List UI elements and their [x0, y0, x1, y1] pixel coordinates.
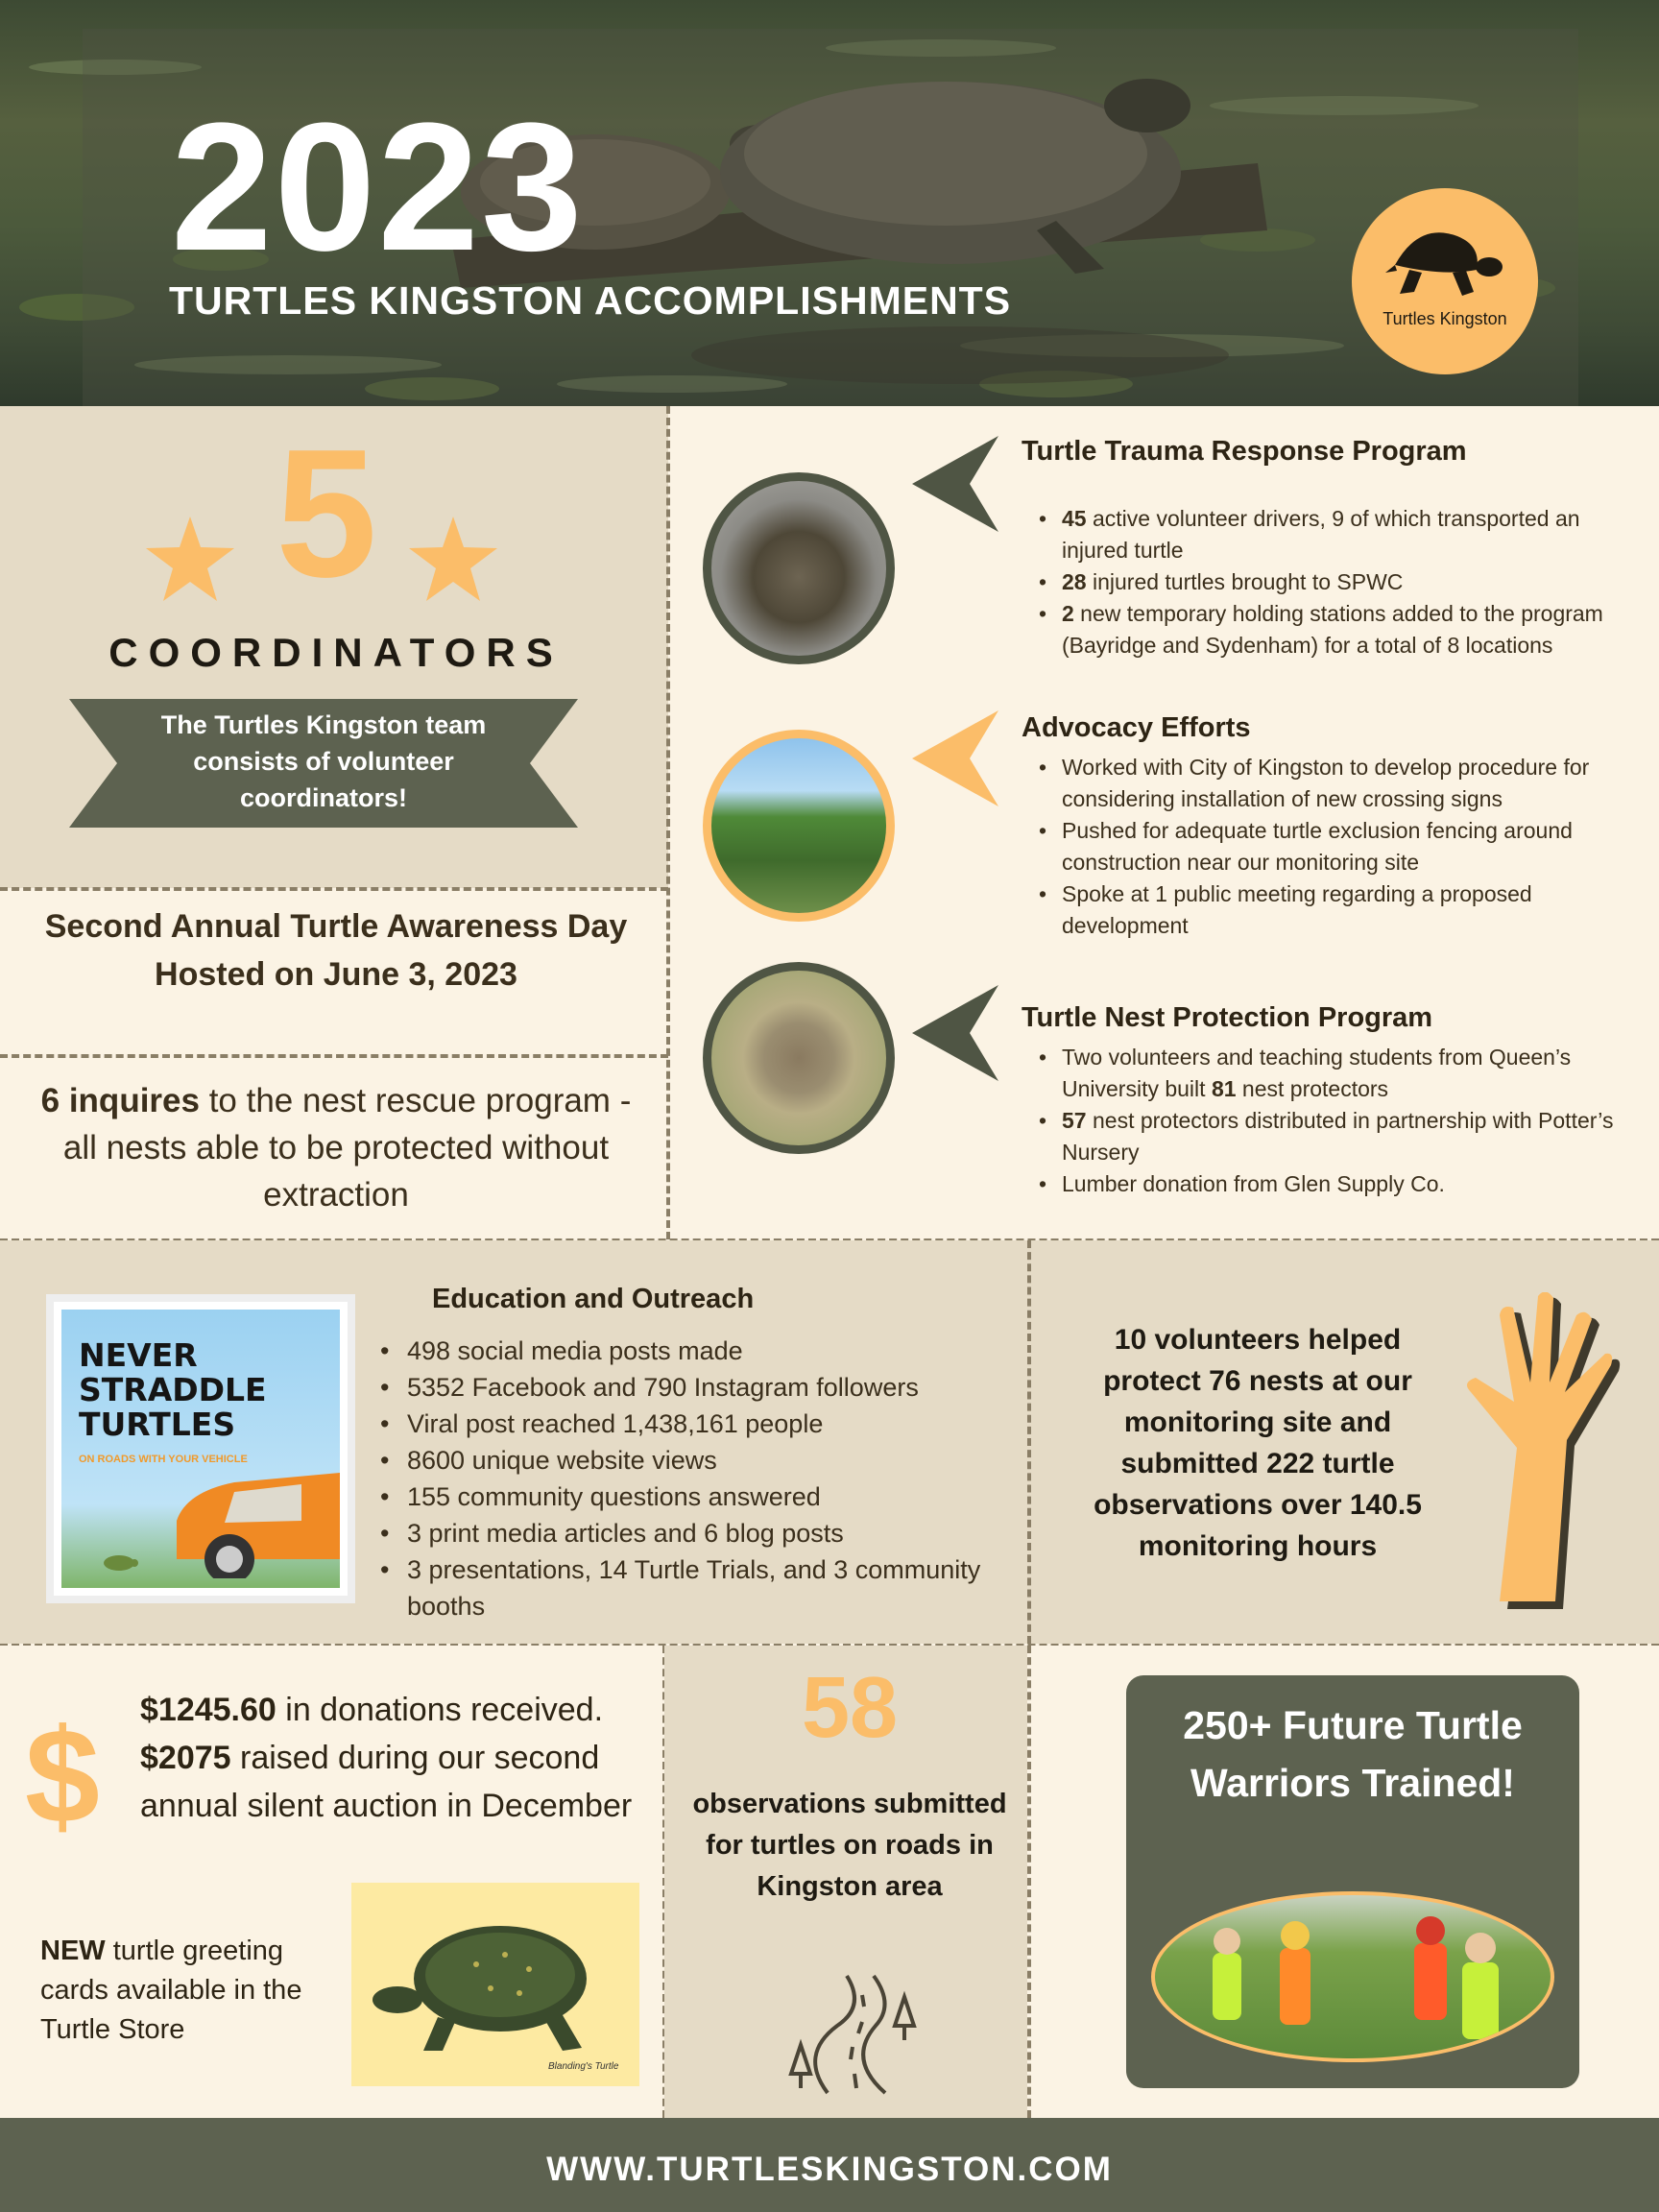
coordinators-banner-text: The Turtles Kingston team consists of volunteer coordinators!	[160, 710, 487, 812]
turtle-illustration	[371, 1911, 630, 2056]
arrow-pointer-icon	[912, 985, 998, 1081]
list-item: • 155 community questions answered	[376, 1479, 1029, 1515]
program-list	[1022, 752, 1636, 942]
turtle-silhouette-icon	[1385, 217, 1504, 303]
inquires-text	[38, 1077, 634, 1218]
poster-title: NEVER STRADDLE TURTLES	[79, 1336, 267, 1443]
education-list	[376, 1333, 1029, 1624]
divider	[0, 1054, 668, 1058]
list-item: • Two volunteers and teaching students from Queen’s University built 81 nest protectors	[1022, 1042, 1636, 1105]
inquires-detail: to the nest rescue program - all nests able to be protected without extraction	[62, 1082, 632, 1214]
program-title: Turtle Trauma Response Program	[1022, 436, 1467, 467]
arrow-pointer-icon	[912, 436, 998, 532]
list-item: • 3 presentations, 14 Turtle Trials, and 3 community booths	[376, 1551, 1029, 1624]
observations-count: 58	[801, 1660, 899, 1756]
arrow-pointer-icon	[912, 710, 998, 806]
year-title: 2023	[171, 85, 585, 289]
inquires-count: 6 inquires	[40, 1082, 200, 1119]
header-subtitle: TURTLES KINGSTON ACCOMPLISHMENTS	[169, 278, 1012, 323]
dollar-icon: $	[25, 1700, 100, 1851]
list-item: • 57 nest protectors distributed in partnership with Potter’s Nursery	[1022, 1105, 1636, 1168]
greeting-cards-text: NEW turtle greeting cards available in the Turtle Store	[40, 1936, 302, 2045]
divider	[0, 887, 668, 891]
list-item: • 498 social media posts made	[376, 1333, 1029, 1369]
divider	[666, 406, 670, 1239]
website-link[interactable]: WWW.TURTLESKINGSTON.COM	[546, 2151, 1113, 2188]
donations-text: $1245.60 in donations received. $2075 raised during our second annual silent auction in December	[140, 1692, 633, 1824]
road-icon	[780, 1968, 920, 2095]
observations-text: observations submitted for turtles on roads in Kingston area	[692, 1789, 1007, 1902]
card-caption: Blanding's Turtle	[548, 2061, 619, 2072]
program-list	[1022, 503, 1636, 661]
list-item: • Spoke at 1 public meeting regarding a proposed development	[1022, 878, 1636, 942]
list-item: • 2 new temporary holding stations added to the program (Bayridge and Sydenham) for a total of 8 locations	[1022, 598, 1636, 661]
program-title: Turtle Nest Protection Program	[1022, 1002, 1433, 1033]
nest-protector-photo	[703, 962, 895, 1154]
raised-hand-icon	[1450, 1292, 1623, 1609]
star-icon	[409, 517, 497, 601]
volunteers-text: 10 volunteers helped protect 76 nests at our monitoring site and submitted 222 turtle observations over 140.5 monitoring hours	[1094, 1324, 1422, 1562]
warriors-text: 250+ Future Turtle Warriors Trained!	[1183, 1703, 1523, 1805]
list-item: • Worked with City of Kingston to develop procedure for considering installation of new crossing signs	[1022, 752, 1636, 815]
program-title: Advocacy Efforts	[1022, 712, 1251, 743]
coordinators-label: COORDINATORS	[108, 630, 564, 675]
list-item: • 3 print media articles and 6 blog posts	[376, 1515, 1029, 1551]
list-item: • 28 injured turtles brought to SPWC	[1022, 566, 1636, 598]
awareness-day-text: Second Annual Turtle Awareness Day Hosted on June 3, 2023	[44, 908, 628, 993]
logo-text: Turtles Kingston	[1382, 309, 1507, 328]
car-illustration	[157, 1454, 340, 1578]
blandings-turtle-card[interactable]	[351, 1883, 639, 2086]
star-icon	[146, 517, 234, 601]
list-item: • Lumber donation from Glen Supply Co.	[1022, 1168, 1636, 1200]
coordinators-count: 5	[276, 412, 377, 615]
warriors-card	[1126, 1675, 1579, 2088]
injured-turtle-photo	[703, 472, 895, 664]
education-title: Education and Outreach	[432, 1284, 755, 1314]
kids-training-photo	[1151, 1891, 1554, 2062]
poster-artwork	[61, 1310, 340, 1588]
list-item: • Viral post reached 1,438,161 people	[376, 1406, 1029, 1442]
program-list	[1022, 1042, 1636, 1200]
advocacy-site-photo	[703, 730, 895, 922]
kids-illustration	[1155, 1895, 1551, 2058]
turtles-kingston-logo[interactable]	[1352, 188, 1538, 374]
list-item: • 45 active volunteer drivers, 9 of which transported an injured turtle	[1022, 503, 1636, 566]
list-item: • Pushed for adequate turtle exclusion fencing around construction near our monitoring site	[1022, 815, 1636, 878]
list-item: • 8600 unique website views	[376, 1442, 1029, 1479]
never-straddle-poster[interactable]	[46, 1294, 355, 1603]
list-item: • 5352 Facebook and 790 Instagram followers	[376, 1369, 1029, 1406]
small-turtle-icon	[100, 1550, 138, 1571]
poster-subtitle: ON ROADS WITH YOUR VEHICLE	[79, 1454, 248, 1465]
